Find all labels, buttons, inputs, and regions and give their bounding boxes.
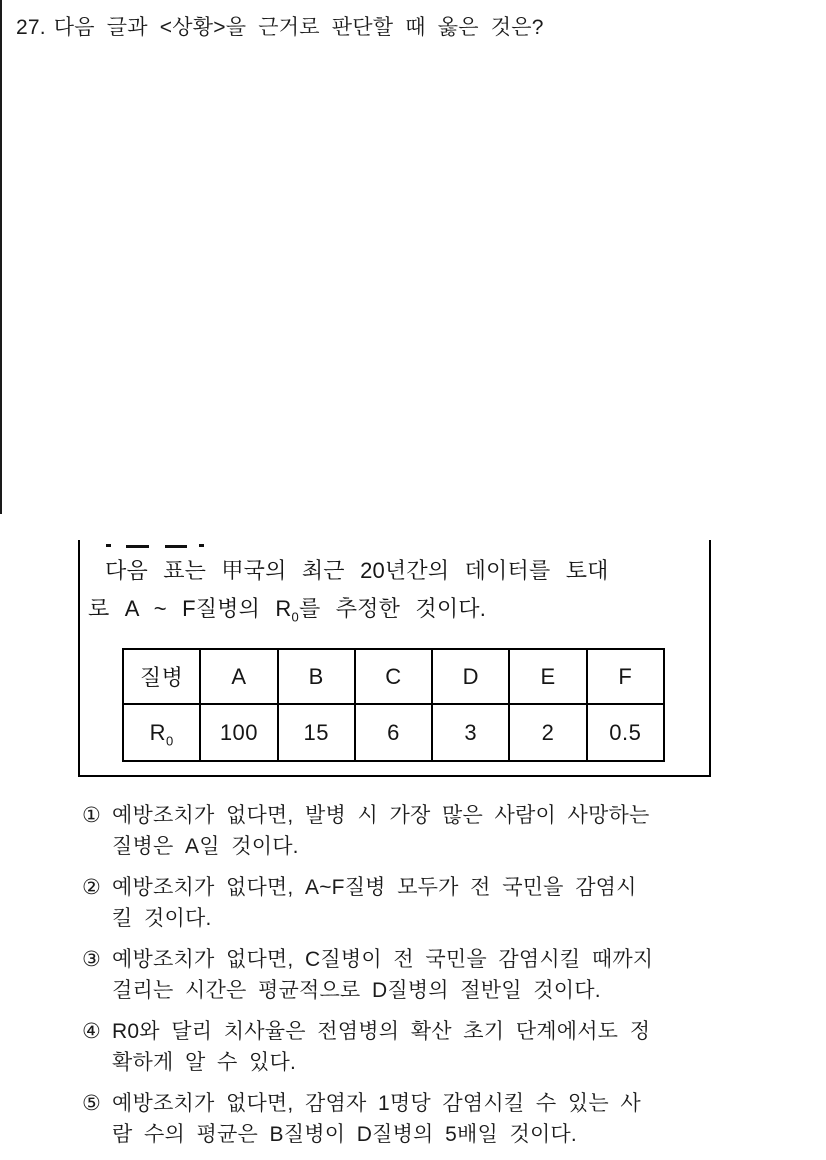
question-title xyxy=(16,14,544,42)
option-text-line: 확하게 알 수 있다. xyxy=(112,1051,297,1074)
option-text-line: 람 수의 평균은 B질병이 D질병의 5배일 것이다. xyxy=(112,1123,577,1146)
option-marker: ⑤ xyxy=(82,1092,102,1115)
answer-option-3 xyxy=(82,944,812,1006)
question-number: 27. xyxy=(16,16,46,39)
r0-subscript: 0 xyxy=(291,609,299,625)
option-text-line: 질병은 A일 것이다. xyxy=(112,835,299,858)
table-data-cell-a: 100 xyxy=(200,704,277,761)
r0-estimates-table xyxy=(122,648,665,762)
situation-paragraph-line2 xyxy=(88,596,487,625)
clipped-text-fragment xyxy=(165,545,187,548)
table-data-row xyxy=(123,704,664,761)
answer-options xyxy=(82,800,812,1160)
clipped-text-fragment xyxy=(126,545,149,548)
answer-option-2 xyxy=(82,872,812,934)
answer-option-4 xyxy=(82,1016,812,1078)
option-text xyxy=(112,1016,812,1078)
option-marker: ② xyxy=(82,876,102,899)
situation-paragraph-line2-suffix: 를 추정한 것이다. xyxy=(298,596,487,621)
option-text-line: R0와 달리 치사율은 전염병의 확산 초기 단계에서도 정 xyxy=(112,1020,651,1043)
option-text-line: 예방조치가 없다면, 발병 시 가장 많은 사람이 사망하는 xyxy=(112,804,650,827)
situation-box xyxy=(78,540,711,777)
table-data-cell-c: 6 xyxy=(355,704,432,761)
option-text-line: 예방조치가 없다면, C질병이 전 국민을 감염시킬 때까지 xyxy=(112,948,654,971)
table-header-cell-e: E xyxy=(509,649,586,704)
option-marker: ③ xyxy=(82,948,102,971)
table-header-cell-c: C xyxy=(355,649,432,704)
table-row-label xyxy=(123,704,200,761)
r0-subscript: 0 xyxy=(165,732,174,748)
column-divider-line xyxy=(0,0,2,514)
table-row-label-base: R xyxy=(149,719,166,745)
table-header-cell-f: F xyxy=(587,649,664,704)
table-header-cell-d: D xyxy=(432,649,509,704)
option-text-line: 걸리는 시간은 평균적으로 D질병의 절반일 것이다. xyxy=(112,979,601,1002)
option-marker: ① xyxy=(82,804,102,827)
option-text-line: 킬 것이다. xyxy=(112,907,212,930)
table-header-cell-a: A xyxy=(200,649,277,704)
table-header-row xyxy=(123,649,664,704)
clipped-text-fragment xyxy=(106,544,111,547)
option-text xyxy=(112,944,812,1006)
table-data-cell-b: 15 xyxy=(278,704,355,761)
option-text xyxy=(112,1088,812,1150)
option-text-line: 예방조치가 없다면, 감염자 1명당 감염시킬 수 있는 사 xyxy=(112,1092,641,1115)
option-text xyxy=(112,872,812,934)
table-data-cell-f: 0.5 xyxy=(587,704,664,761)
table-header-cell-b: B xyxy=(278,649,355,704)
answer-option-1 xyxy=(82,800,812,862)
table-data-cell-e: 2 xyxy=(509,704,586,761)
question-title-text: 다음 글과 <상황>을 근거로 판단할 때 옳은 것은? xyxy=(53,16,544,39)
answer-option-5 xyxy=(82,1088,812,1150)
table-header-cell-disease: 질병 xyxy=(123,649,200,704)
option-text xyxy=(112,800,812,862)
option-marker: ④ xyxy=(82,1020,102,1043)
situation-paragraph-line2-prefix: 로 A ~ F질병의 R xyxy=(88,596,292,621)
clipped-text-fragment xyxy=(199,544,204,547)
option-text-line: 예방조치가 없다면, A~F질병 모두가 전 국민을 감염시 xyxy=(112,876,637,899)
table-data-cell-d: 3 xyxy=(432,704,509,761)
situation-paragraph-line1: 다음 표는 甲국의 최근 20년간의 데이터를 토대 xyxy=(105,558,609,583)
